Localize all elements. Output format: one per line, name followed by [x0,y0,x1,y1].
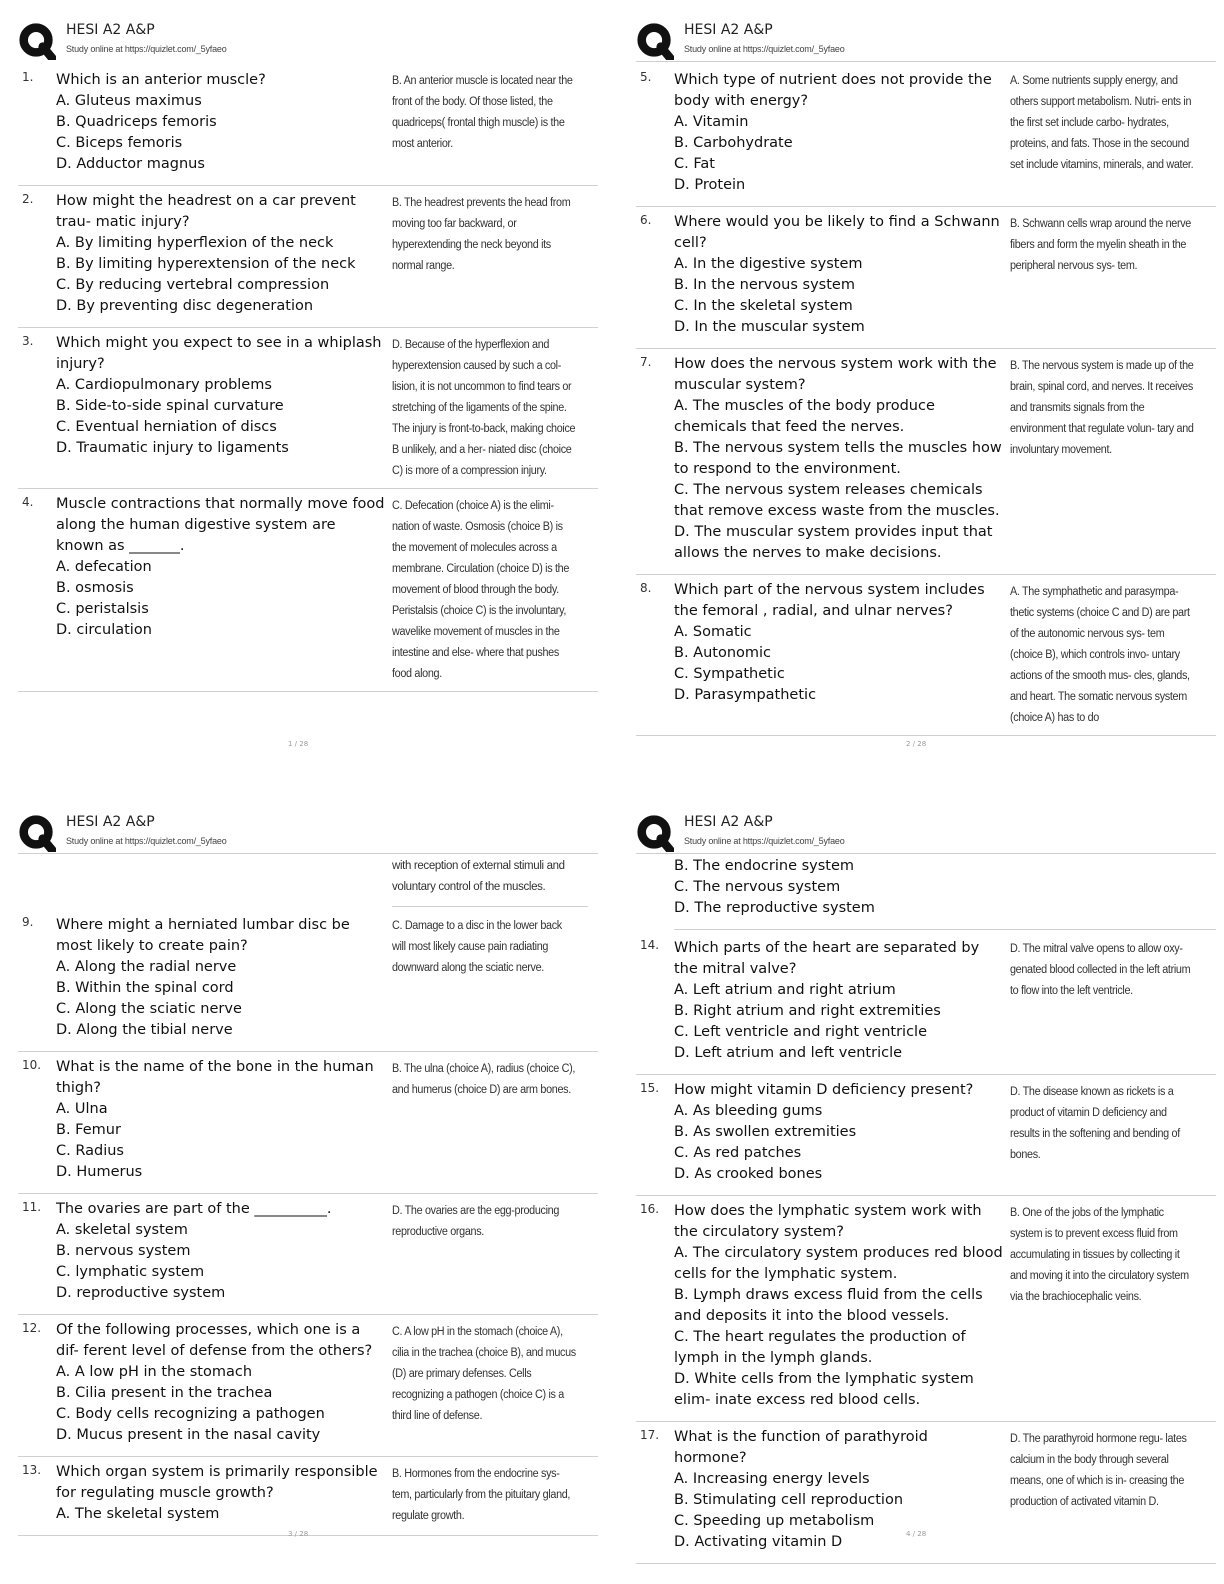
answer-option: D. By preventing disc degeneration [56,298,314,314]
page-number: 3 / 28 [288,1530,309,1538]
question-number: 12. [22,1321,42,1335]
answer-explanation: D. The disease known as rickets is a product of vitamin D deficiency and results in the softening and bending of bones. [1010,1086,1180,1161]
answer-option: B. Femur [56,1122,121,1138]
question-number: 7. [640,355,652,369]
question-number: 14. [640,938,660,952]
answer-option: B. Carbohydrate [674,135,793,151]
quizlet-logo-icon [18,814,56,852]
answer-option: B. Side-to-side spinal curvature [56,398,284,414]
question-text: Of the following processes, which one is a dif- ferent level of defense from the others? [56,1322,373,1359]
quizlet-logo-icon [636,814,674,852]
answer-option: A. skeletal system [56,1222,188,1238]
page-header [18,18,598,62]
question-number: 13. [22,1463,42,1477]
answer-option: B. The nervous system tells the muscles how to respond to the environment. [674,440,1002,477]
quizlet-logo-icon [18,22,56,60]
question-item [636,575,1216,736]
answer-option: C. Sympathetic [674,666,785,682]
answer-option: D. Humerus [56,1164,143,1180]
answer-option: A. Increasing energy levels [674,1471,870,1487]
answer-option: C. Radius [56,1143,124,1159]
continued-explanation: with reception of external stimuli and voluntary control of the muscles. [392,854,588,907]
page-number: 2 / 28 [906,740,927,748]
question-body [56,494,386,641]
answer-option: B. Lymph draws excess fluid from the cells and deposits it into the blood vessels. [674,1287,983,1324]
question-item [636,1075,1216,1196]
question-body [56,1462,386,1525]
answer-option: B. As swollen extremities [674,1124,857,1140]
question-body [674,212,1004,338]
answer-option: C. As red patches [674,1145,802,1161]
page-header [636,810,1216,854]
page-1 [18,18,598,692]
answer-explanation: D. The mitral valve opens to allow oxy- genated blood collected in the left atrium to flow into the left ventricle. [1010,943,1191,997]
page-header [636,18,1216,62]
question-item [18,1194,598,1315]
answer-explanation: B. The nervous system is made up of the brain, spinal cord, and nerves. It receives and transmits signals from the environment that regulate volun- tary and involuntary movement. [1010,360,1194,456]
question-body [56,1320,386,1446]
answer-option: A. Ulna [56,1101,108,1117]
answer-option: C. In the skeletal system [674,298,853,314]
answer-option: B. Quadriceps femoris [56,114,217,130]
question-number: 1. [22,70,34,84]
question-number: 6. [640,213,652,227]
answer-option: C. The nervous system releases chemicals that remove excess waste from the muscles. [674,482,1000,519]
answer-option: A. The circulatory system produces red blood cells for the lymphatic system. [674,1245,1003,1282]
question-item [18,186,598,328]
answer-option: A. Along the radial nerve [56,959,237,975]
answer-option: B. By limiting hyperextension of the neck [56,256,356,272]
answer-option: D. The reproductive system [674,900,875,916]
question-text: What is the function of parathyroid hormone? [674,1429,928,1466]
question-item [18,328,598,489]
question-body [674,938,1004,1064]
question-list [636,932,1216,1564]
answer-option: A. The skeletal system [56,1506,220,1522]
question-number: 5. [640,70,652,84]
answer-option: A. The muscles of the body produce chemicals that feed the nerves. [674,398,935,435]
answer-option: B. Right atrium and right extremities [674,1003,941,1019]
answer-explanation: A. Some nutrients supply energy, and others support metabolism. Nutri- ents in the first set include carbo- hydrates, proteins, and fats. Those in the secound set include vitamins, minerals, and water. [1010,75,1194,171]
question-body [56,333,386,459]
answer-option: C. Speeding up metabolism [674,1513,875,1529]
page-2 [636,18,1216,736]
question-item [636,349,1216,575]
answer-option: B. In the nervous system [674,277,855,293]
question-number: 17. [640,1428,660,1442]
question-text: Where might a herniated lumbar disc be most likely to create pain? [56,917,350,954]
question-number: 2. [22,192,34,206]
page-number: 4 / 28 [906,1530,927,1538]
question-list [18,64,598,692]
question-text: Muscle contractions that normally move food along the human digestive system are known as _______. [56,496,385,554]
answer-option: D. White cells from the lymphatic system elim- inate excess red blood cells. [674,1371,974,1408]
question-number: 16. [640,1202,660,1216]
question-text: Which parts of the heart are separated by the mitral valve? [674,940,980,977]
page-header [18,810,598,854]
answer-option: D. Mucus present in the nasal cavity [56,1427,321,1443]
question-number: 9. [22,915,34,929]
question-body [56,915,386,1041]
answer-option: B. Within the spinal cord [56,980,234,996]
question-text: Where would you be likely to find a Schwann cell? [674,214,1000,251]
answer-option: D. As crooked bones [674,1166,823,1182]
answer-option: D. Protein [674,177,746,193]
question-body [56,70,386,175]
question-body [674,70,1004,196]
header-title: HESI A2 A&P [684,814,773,830]
answer-option: A. Gluteus maximus [56,93,202,109]
answer-explanation: D. Because of the hyperflexion and hyperextension caused by such a col- lision, it is not uncommon to find tears or stretching of the ligaments of the spine. The injury is front-to-back, making choice B unlikely, and a her- niated disc (choice C) is more of a compression injury. [392,339,576,477]
question-body [56,1199,386,1304]
question-list [636,64,1216,736]
question-body [674,354,1004,564]
question-number: 10. [22,1058,42,1072]
answer-explanation: B. Hormones from the endocrine sys- tem, particularly from the pituitary gland, regulate growth. [392,1468,571,1522]
question-item [18,489,598,692]
answer-option: C. Fat [674,156,715,172]
answer-explanation: B. The headrest prevents the head from moving too far backward, or hyperextending the neck beyond its normal range. [392,197,571,272]
answer-option: C. The nervous system [674,879,841,895]
question-item [18,1052,598,1194]
quizlet-logo-icon [636,22,674,60]
answer-option: D. The muscular system provides input that allows the nerves to make decisions. [674,524,993,561]
question-body [56,191,386,317]
answer-option: D. circulation [56,622,152,638]
question-text: The ovaries are part of the __________. [56,1201,332,1217]
answer-option: C. Left ventricle and right ventricle [674,1024,927,1040]
answer-option: D. Activating vitamin D [674,1534,843,1550]
answer-explanation: C. Defecation (choice A) is the elimi- nation of waste. Osmosis (choice B) is the movement of molecules across a membrane. Circulation (choice D) is the movement of blood through the body. Peristalsis (choice C) is the involuntary, wavelike movement of muscles in the intestine and else- where that pushes food along. [392,500,570,680]
answer-option: C. The heart regulates the production of lymph in the lymph glands. [674,1329,966,1366]
answer-explanation: B. Schwann cells wrap around the nerve fibers and form the myelin sheath in the peripheral nervous sys- tem. [1010,218,1191,272]
answer-option: C. Biceps femoris [56,135,183,151]
question-text: How does the lymphatic system work with the circulatory system? [674,1203,982,1240]
answer-option: C. Eventual herniation of discs [56,419,277,435]
question-number: 3. [22,334,34,348]
question-body [56,1057,386,1183]
answer-option: A. Left atrium and right atrium [674,982,896,998]
question-body [674,1201,1004,1411]
answer-option: D. In the muscular system [674,319,865,335]
question-body [674,1427,1004,1553]
answer-option: C. peristalsis [56,601,149,617]
answer-option: B. Autonomic [674,645,772,661]
question-item [636,932,1216,1075]
answer-option: D. Traumatic injury to ligaments [56,440,289,456]
answer-option: A. By limiting hyperflexion of the neck [56,235,334,251]
answer-explanation: D. The ovaries are the egg-producing reproductive organs. [392,1205,560,1238]
answer-option: A. In the digestive system [674,256,863,272]
answer-option: A. As bleeding gums [674,1103,823,1119]
answer-option: B. osmosis [56,580,134,596]
question-list [18,909,598,1536]
answer-option: A. Vitamin [674,114,749,130]
question-text: Which organ system is primarily responsible for regulating muscle growth? [56,1464,378,1501]
answer-option: B. Cilia present in the trachea [56,1385,273,1401]
answer-option: A. Somatic [674,624,752,640]
question-item [636,1196,1216,1422]
question-number: 15. [640,1081,660,1095]
header-subtitle[interactable]: Study online at https://quizlet.com/_5yfaeo [66,44,227,54]
answer-option: C. By reducing vertebral compression [56,277,330,293]
answer-explanation: C. Damage to a disc in the lower back will most likely cause pain radiating downward along the sciatic nerve. [392,920,562,974]
question-number: 8. [640,581,652,595]
answer-option: C. Along the sciatic nerve [56,1001,242,1017]
answer-option: B. Stimulating cell reproduction [674,1492,904,1508]
question-item [18,909,598,1052]
answer-option: A. Cardiopulmonary problems [56,377,272,393]
question-number: 4. [22,495,34,509]
question-body [674,1080,1004,1185]
question-text: How does the nervous system work with the muscular system? [674,356,997,393]
answer-explanation: D. The parathyroid hormone regu- lates calcium in the body through several means, one of which is in- creasing the production of activated vitamin D. [1010,1433,1187,1508]
answer-explanation: C. A low pH in the stomach (choice A), cilia in the trachea (choice B), and mucus (D) are primary defenses. Cells recognizing a pathogen (choice C) is a third line of defense. [392,1326,576,1422]
header-title: HESI A2 A&P [66,814,155,830]
question-item [636,207,1216,349]
question-item [18,1457,598,1536]
page-4 [636,810,1216,1564]
answer-option: B. nervous system [56,1243,191,1259]
answer-explanation: A. The symphathetic and parasympa- thetic systems (choice C and D) are part of the autonomic nervous sys- tem (choice B), which controls invo- untary actions of the smooth mus- cles, glands, and heart. The somatic nervous system (choice A) has to do [1010,586,1190,724]
continued-options [674,854,1216,930]
question-text: Which is an anterior muscle? [56,72,266,88]
question-body [674,580,1004,706]
question-item [18,1315,598,1457]
question-item [636,1422,1216,1564]
question-text: Which part of the nervous system includes the femoral , radial, and ulnar nerves? [674,582,985,619]
question-text: How might the headrest on a car prevent trau- matic injury? [56,193,356,230]
answer-option: D. Adductor magnus [56,156,205,172]
answer-option: B. The endocrine system [674,858,855,874]
question-text: How might vitamin D deficiency present? [674,1082,974,1098]
answer-option: D. Along the tibial nerve [56,1022,233,1038]
header-subtitle[interactable]: Study online at https://quizlet.com/_5yfaeo [684,836,845,846]
question-item [18,64,598,186]
question-text: What is the name of the bone in the human thigh? [56,1059,374,1096]
answer-explanation: B. The ulna (choice A), radius (choice C), and humerus (choice D) are arm bones. [392,1063,576,1096]
page-number: 1 / 28 [288,740,309,748]
answer-option: A. A low pH in the stomach [56,1364,253,1380]
answer-option: D. reproductive system [56,1285,226,1301]
header-subtitle[interactable]: Study online at https://quizlet.com/_5yfaeo [66,836,227,846]
question-number: 11. [22,1200,42,1214]
answer-option: D. Left atrium and left ventricle [674,1045,903,1061]
answer-option: A. defecation [56,559,152,575]
answer-explanation: B. An anterior muscle is located near the front of the body. Of those listed, the quadriceps( frontal thigh muscle) is the most anterior. [392,75,573,150]
header-subtitle[interactable]: Study online at https://quizlet.com/_5yfaeo [684,44,845,54]
question-item [636,64,1216,207]
question-text: Which might you expect to see in a whiplash injury? [56,335,382,372]
question-text: Which type of nutrient does not provide the body with energy? [674,72,992,109]
page-3 [18,810,598,1536]
answer-option: C. Body cells recognizing a pathogen [56,1406,325,1422]
header-title: HESI A2 A&P [66,22,155,38]
answer-option: C. lymphatic system [56,1264,205,1280]
answer-option: D. Parasympathetic [674,687,817,703]
answer-explanation: B. One of the jobs of the lymphatic system is to prevent excess fluid from accumulating in tissues by collecting it and moving it into the circulatory system via the brachiocephalic veins. [1010,1207,1189,1303]
header-title: HESI A2 A&P [684,22,773,38]
